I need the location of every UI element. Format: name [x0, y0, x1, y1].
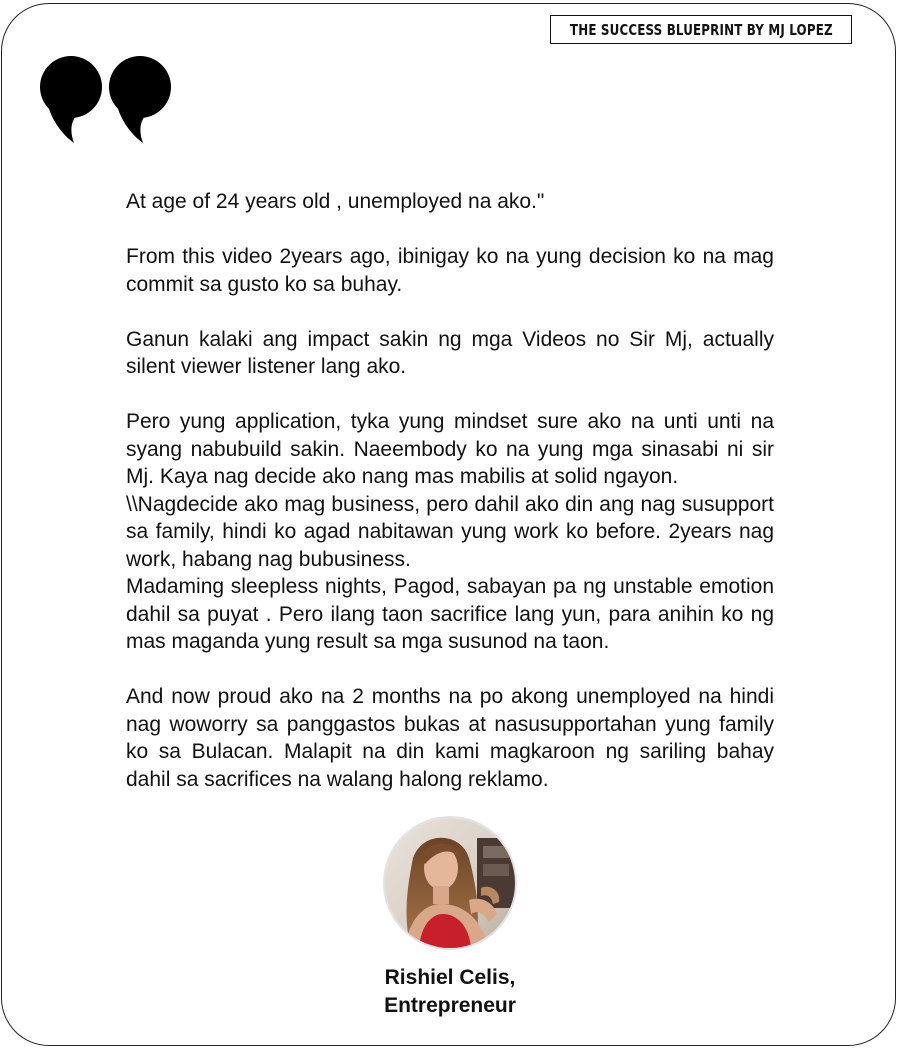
open-quote-icon	[38, 55, 173, 145]
author-name: Rishiel Celis,	[384, 966, 516, 989]
story-paragraph: Ganun kalaki ang impact sakin ng mga Videos no Sir Mj, actually silent viewer listener lang ako.	[126, 327, 774, 378]
story-paragraph: Pero yung application, tyka yung mindset sure ako na unti unti na syang nabubuild sakin. Naeembody ko na yung mga sinasabi ni sir Mj. Kaya nag decide ako nang mas mabilis at solid ngayon.	[126, 410, 774, 488]
brand-badge	[550, 15, 852, 44]
story-paragraph: \\Nagdecide ako mag business, pero dahil ako din ang nag susupport sa family, hindi ko agad nabitawan yung work ko before. 2years nag work, habang nag bubusiness.	[126, 492, 774, 571]
testimonial-text	[126, 188, 774, 793]
avatar-photo	[385, 818, 515, 948]
story-paragraph: At age of 24 years old , unemployed na ako."	[126, 190, 545, 213]
avatar	[385, 818, 515, 948]
brand-label: THE SUCCESS BLUEPRINT BY MJ LOPEZ	[569, 20, 833, 39]
story-paragraph: And now proud ako na 2 months na po akong unemployed na hindi nag woworry sa panggastos bukas at nasusupportahan yung family ko sa Bulacan. Malapit na din kami magkaroon ng sariling bahay dahil sa sacrifices na walang halong reklamo.	[126, 685, 774, 791]
story-paragraph: From this video 2years ago, ibinigay ko na yung decision ko na mag commit sa gusto ko sa buhay.	[126, 245, 774, 296]
author-title: Entrepreneur	[384, 994, 516, 1017]
story-paragraph: Madaming sleepless nights, Pagod, sabayan pa ng unstable emotion dahil sa puyat . Pero ilang taon sacrifice lang yun, para anihin ko ng mas maganda yung result sa mga susunod na taon.	[126, 575, 774, 653]
author-block	[300, 964, 600, 1020]
